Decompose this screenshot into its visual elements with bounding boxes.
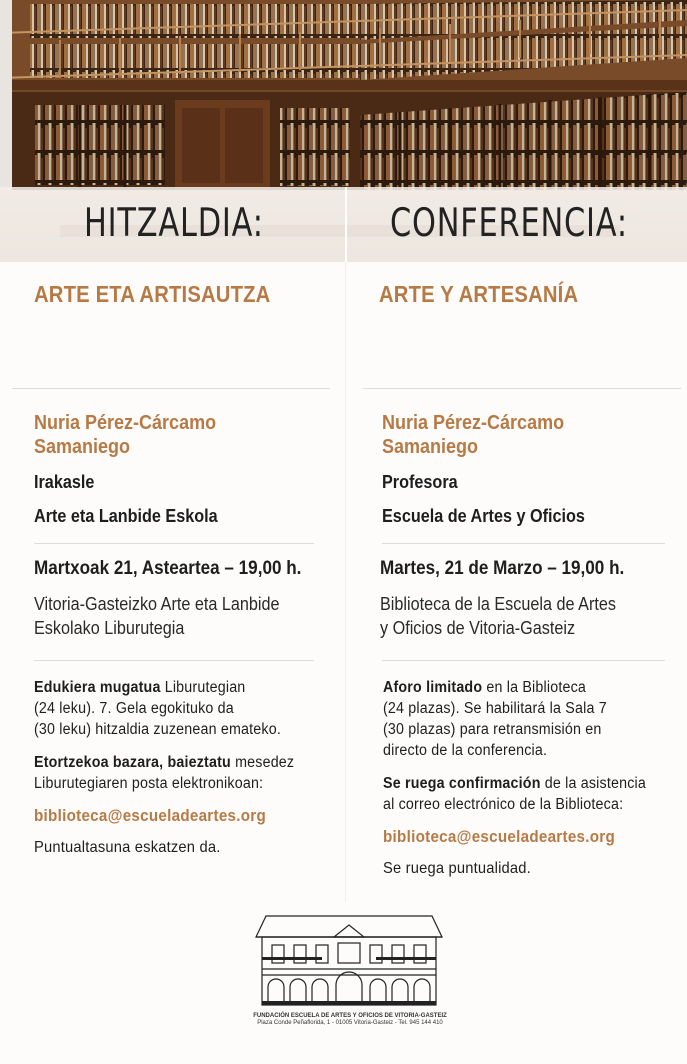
speaker-organization: Escuela de Artes y Oficios	[382, 506, 585, 526]
school-building-logo	[254, 913, 444, 1023]
capacity-notice-line3: (30 leku) hitzaldia zuzenean emateko.	[34, 721, 282, 738]
event-date: Martxoak 21, Asteartea – 19,00 h.	[34, 558, 302, 579]
venue-line1: Biblioteca de la Escuela de Artes	[380, 594, 616, 614]
confirmation-notice-bold: Se ruega confirmación	[383, 775, 541, 792]
capacity-notice-line2: (24 plazas). Se habilitará la Sala 7	[383, 700, 607, 717]
speaker-name	[34, 411, 216, 459]
confirmation-notice-line2: Liburutegiaren posta elektronikoan:	[34, 775, 264, 792]
capacity-notice-line3: (30 plazas) para retransmisión en	[383, 721, 602, 738]
speaker-name-line1: Nuria Pérez-Cárcamo	[382, 412, 565, 434]
divider	[382, 543, 665, 544]
capacity-notice-line2: (24 leku). 7. Gela egokituko da	[34, 700, 234, 717]
divider	[363, 388, 681, 389]
speaker-role: Irakasle	[34, 472, 95, 492]
confirmation-notice-bold: Etortzekoa bazara, baieztatu	[34, 754, 231, 771]
divider	[382, 660, 665, 661]
title-band-divider	[345, 187, 347, 262]
speaker-name-line1: Nuria Pérez-Cárcamo	[34, 412, 217, 434]
event-venue	[380, 592, 616, 640]
speaker-name-line2: Samaniego	[34, 436, 131, 458]
topic-title: ARTE ETA ARTISAUTZA	[34, 281, 271, 307]
footer-org-name: FUNDACIÓN ESCUELA DE ARTES Y OFICIOS DE VITORIA-GASTEIZ	[253, 1013, 447, 1019]
confirmation-notice-text: de la asistencia	[540, 775, 647, 792]
confirmation-notice-text: mesedez	[230, 754, 295, 771]
capacity-notice-text: Liburutegian	[160, 679, 246, 696]
capacity-notice-bold: Aforo limitado	[383, 679, 483, 696]
capacity-notice-bold: Edukiera mugatua	[34, 679, 161, 696]
punctuality-note: Puntualtasuna eskatzen da.	[34, 839, 221, 856]
confirmation-notice-line2: al correo electrónico de la Biblioteca:	[383, 796, 624, 813]
capacity-notice	[383, 677, 607, 761]
divider	[34, 543, 314, 544]
venue-line1: Vitoria-Gasteizko Arte eta Lanbide	[34, 594, 280, 614]
email-link[interactable]: biblioteca@escueladeartes.org	[34, 807, 267, 825]
column-separator	[345, 262, 346, 902]
title-basque: HITZALDIA:	[84, 201, 264, 246]
event-venue	[34, 592, 280, 640]
capacity-notice-line4: directo de la conferencia.	[383, 742, 548, 759]
speaker-name-line2: Samaniego	[382, 436, 479, 458]
capacity-notice	[34, 677, 281, 740]
speaker-name	[382, 411, 564, 459]
topic-title: ARTE Y ARTESANÍA	[379, 281, 579, 307]
confirmation-notice	[34, 752, 294, 794]
capacity-notice-text: en la Biblioteca	[482, 679, 587, 696]
title-spanish: CONFERENCIA:	[390, 201, 628, 246]
footer-address: Plaza Conde Peñaflorida, 1 - 01005 Vitoria-Gasteiz - Tel. 945 144 410	[257, 1020, 443, 1026]
event-date: Martes, 21 de Marzo – 19,00 h.	[380, 558, 625, 579]
email-link[interactable]: biblioteca@escueladeartes.org	[383, 828, 616, 846]
speaker-role: Profesora	[382, 472, 458, 492]
venue-line2: Eskolako Liburutegia	[34, 618, 185, 638]
footer-organization	[240, 1013, 460, 1027]
punctuality-note: Se ruega puntualidad.	[383, 860, 531, 877]
divider	[12, 388, 330, 389]
venue-line2: y Oficios de Vitoria-Gasteiz	[380, 618, 576, 638]
speaker-organization: Arte eta Lanbide Eskola	[34, 506, 218, 526]
divider	[34, 660, 314, 661]
confirmation-notice	[383, 773, 646, 815]
